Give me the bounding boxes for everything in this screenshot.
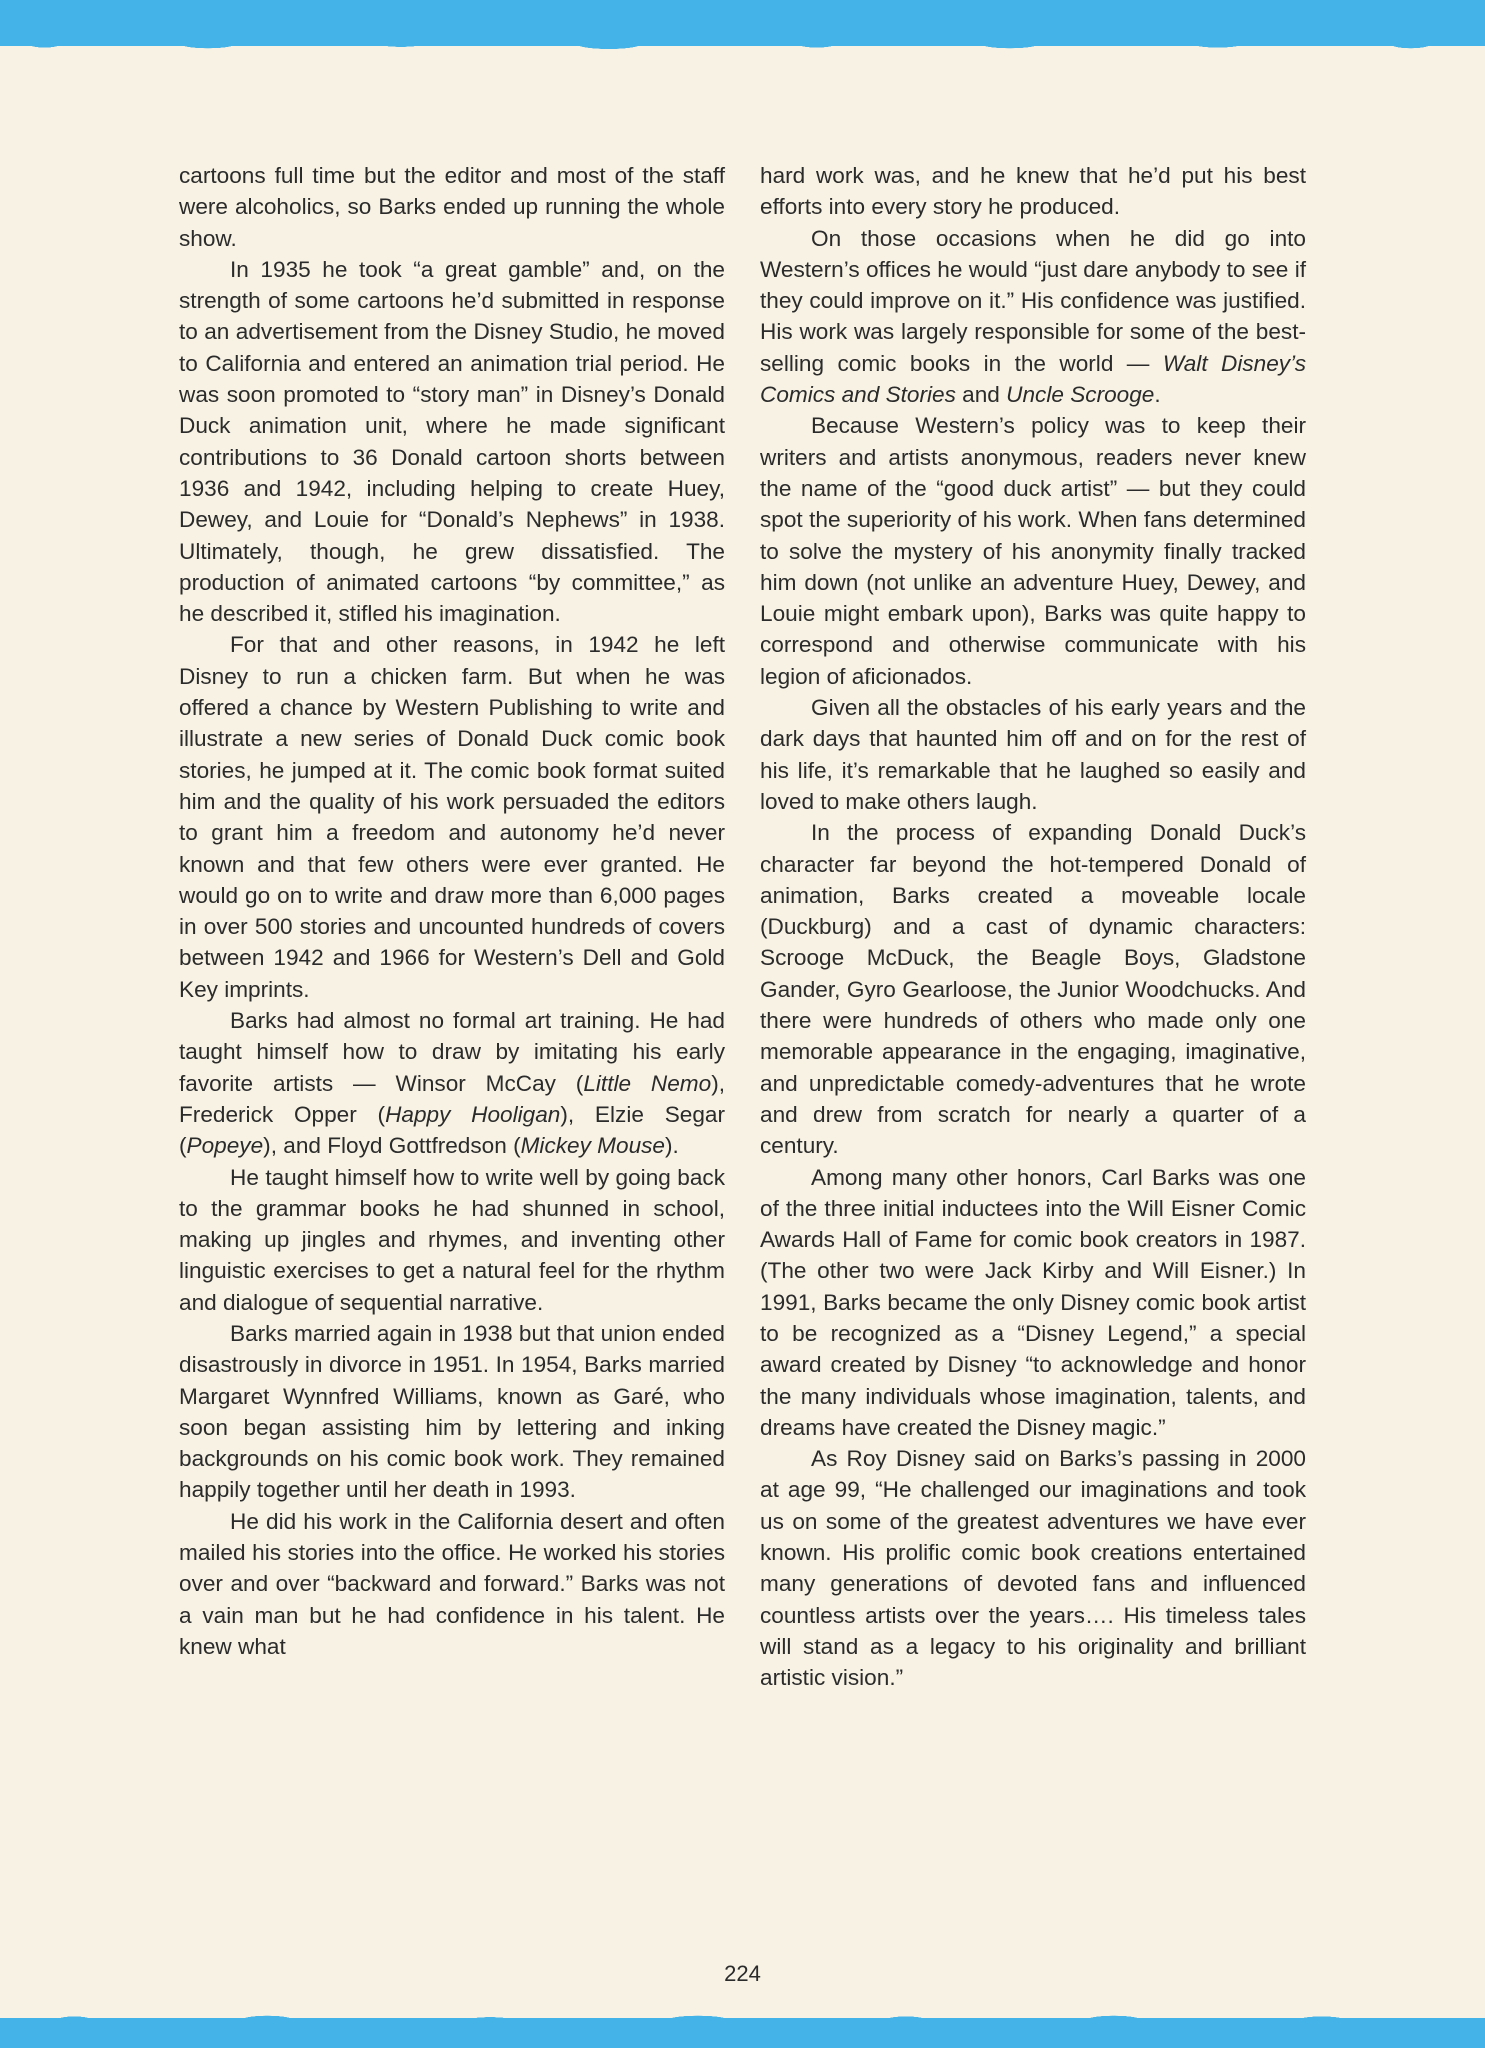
italic-title: Mickey Mouse — [520, 1133, 665, 1159]
italic-title: Popeye — [186, 1133, 264, 1159]
text-run: Given all the obstacles of his early years and the dark days that haunted him off and on for the rest of his life, it’s remarkable that he laughed so easily and loved to make others laugh. — [760, 695, 1306, 814]
body-paragraph — [760, 692, 1306, 817]
text-run: ), Frederick Opper ( — [179, 1070, 725, 1127]
text-run: For that and other reasons, in 1942 he left Disney to run a chicken farm. But when he was offered a chance by Western Publishing to write and illustrate a new series of Donald Duck comic book stories, he jumped at it. The comic book format suited him and the quality of his work persuaded the editors to grant him a freedom and autonomy he’d never known and that few others were ever granted. He would go on to write and draw more than 6,000 pages in over 500 stories and uncounted hundreds of covers between 1942 and 1966 for Western’s Dell and Gold Key imprints. — [179, 632, 725, 1002]
text-run: ). — [665, 1133, 679, 1159]
body-paragraph — [179, 629, 725, 1005]
page-number: 224 — [724, 1961, 761, 1986]
text-run: Among many other honors, Carl Barks was one of the three initial inductees into the Will Eisner Comic Awards Hall of Fame for comic book creators in 1987. (The other two were Jack Kirby and Will Eisner.) In 1991, Barks became the only Disney comic book artist to be recognized as a “Disney Legend,” a special award created by Disney “to acknowledge and honor the many individuals whose imagination, talents, and dreams have created the Disney magic.” — [760, 1164, 1306, 1440]
text-run: In the process of expanding Donald Duck’s character far beyond the hot-tempered Donald of animation, Barks created a moveable locale (Duckburg) and a cast of dynamic characters: Scrooge McDuck, the Beagle Boys, Gladstone Gander, Gyro Gearloose, the Junior Woodchucks. And there were hundreds of others who made only one memorable appearance in the engaging, imaginative, and unpredictable comedy-adventures that he wrote and drew from scratch for nearly a quarter of a century. — [760, 820, 1306, 1159]
right-text-column — [760, 160, 1306, 1694]
body-paragraph — [760, 1443, 1306, 1693]
italic-title: Little Nemo — [583, 1070, 712, 1096]
text-run: He did his work in the California desert and often mailed his stories into the office. He worked his stories over and over “backward and forward.” Barks was not a vain man but he had confidence in his talent. He knew what — [179, 1508, 725, 1659]
text-run: As Roy Disney said on Barks’s passing in 2000 at age 99, “He challenged our imaginations and took us on some of the greatest adventures we have ever known. His prolific comic book creations entertained many generations of devoted fans and influenced countless artists over the years…. His timeless tales will stand as a legacy to his originality and brilliant artistic vision.” — [760, 1446, 1306, 1691]
text-run: hard work was, and he knew that he’d put his best efforts into every story he produced. — [760, 163, 1306, 220]
body-paragraph — [760, 410, 1306, 692]
italic-title: Walt Disney’s Comics and Stories — [760, 350, 1306, 408]
body-paragraph — [760, 223, 1306, 411]
text-run: Barks married again in 1938 but that union ended disastrously in divorce in 1951. In 1954, Barks married Margaret Wynnfred Williams, known as Garé, who soon began assisting him by lettering and inking backgrounds on his comic book work. They remained happily together until her death in 1993. — [179, 1320, 725, 1503]
body-paragraph — [179, 1506, 725, 1662]
body-paragraph — [760, 160, 1306, 223]
text-run: He taught himself how to write well by going back to the grammar books he had shunned in school, making up jingles and rhymes, and inventing other linguistic exercises to get a natural feel for the rhythm and dialogue of sequential narrative. — [179, 1164, 725, 1315]
italic-title: Uncle Scrooge — [1006, 382, 1155, 408]
text-run: On those occasions when he did go into Western’s offices he would “just dare anybody to see if they could improve on it.” His confidence was justified. His work was largely responsible for some of the best-selling comic books in the world — — [760, 225, 1306, 376]
body-paragraph — [760, 1162, 1306, 1444]
left-text-column — [179, 160, 725, 1662]
body-paragraph — [179, 254, 725, 630]
body-paragraph — [179, 1318, 725, 1506]
text-run: Because Western’s policy was to keep their writers and artists anonymous, readers never knew the name of the “good duck artist” — but they could spot the superiority of his work. When fans determined to solve the mystery of his anonymity finally tracked him down (not unlike an adventure Huey, Dewey, and Louie might embark upon), Barks was quite happy to correspond and otherwise communicate with his legion of aficionados. — [760, 413, 1306, 689]
bottom-blue-border — [0, 2018, 1485, 2048]
top-blue-border — [0, 0, 1485, 46]
text-run: . — [1154, 382, 1161, 408]
text-run: In 1935 he took “a great gamble” and, on the strength of some cartoons he’d submitted in response to an advertisement from the Disney Studio, he moved to California and entered an animation trial period. He was soon promoted to “story man” in Disney’s Donald Duck animation unit, where he made significant contributions to 36 Donald cartoon shorts between 1936 and 1942, including helping to create Huey, Dewey, and Louie for “Donald’s Nephews” in 1938. Ultimately, though, he grew dissatisfied. The production of animated cartoons “by committee,” as he described it, stifled his imagination. — [179, 256, 725, 627]
text-run: ), Elzie Segar ( — [179, 1101, 725, 1159]
text-run: Barks had almost no formal art training. He had taught himself how to draw by imitating his early favorite artists — Winsor McCay ( — [179, 1008, 725, 1096]
text-run: cartoons full time but the editor and most of the staff were alcoholics, so Barks ended up running the whole show. — [179, 163, 725, 251]
body-paragraph — [760, 817, 1306, 1161]
body-paragraph — [179, 1005, 725, 1161]
text-run: and — [955, 382, 1007, 408]
body-paragraph — [179, 160, 725, 254]
text-run: ), and Floyd Gottfredson ( — [263, 1133, 521, 1159]
italic-title: Happy Hooligan — [385, 1101, 561, 1127]
body-paragraph — [179, 1162, 725, 1318]
